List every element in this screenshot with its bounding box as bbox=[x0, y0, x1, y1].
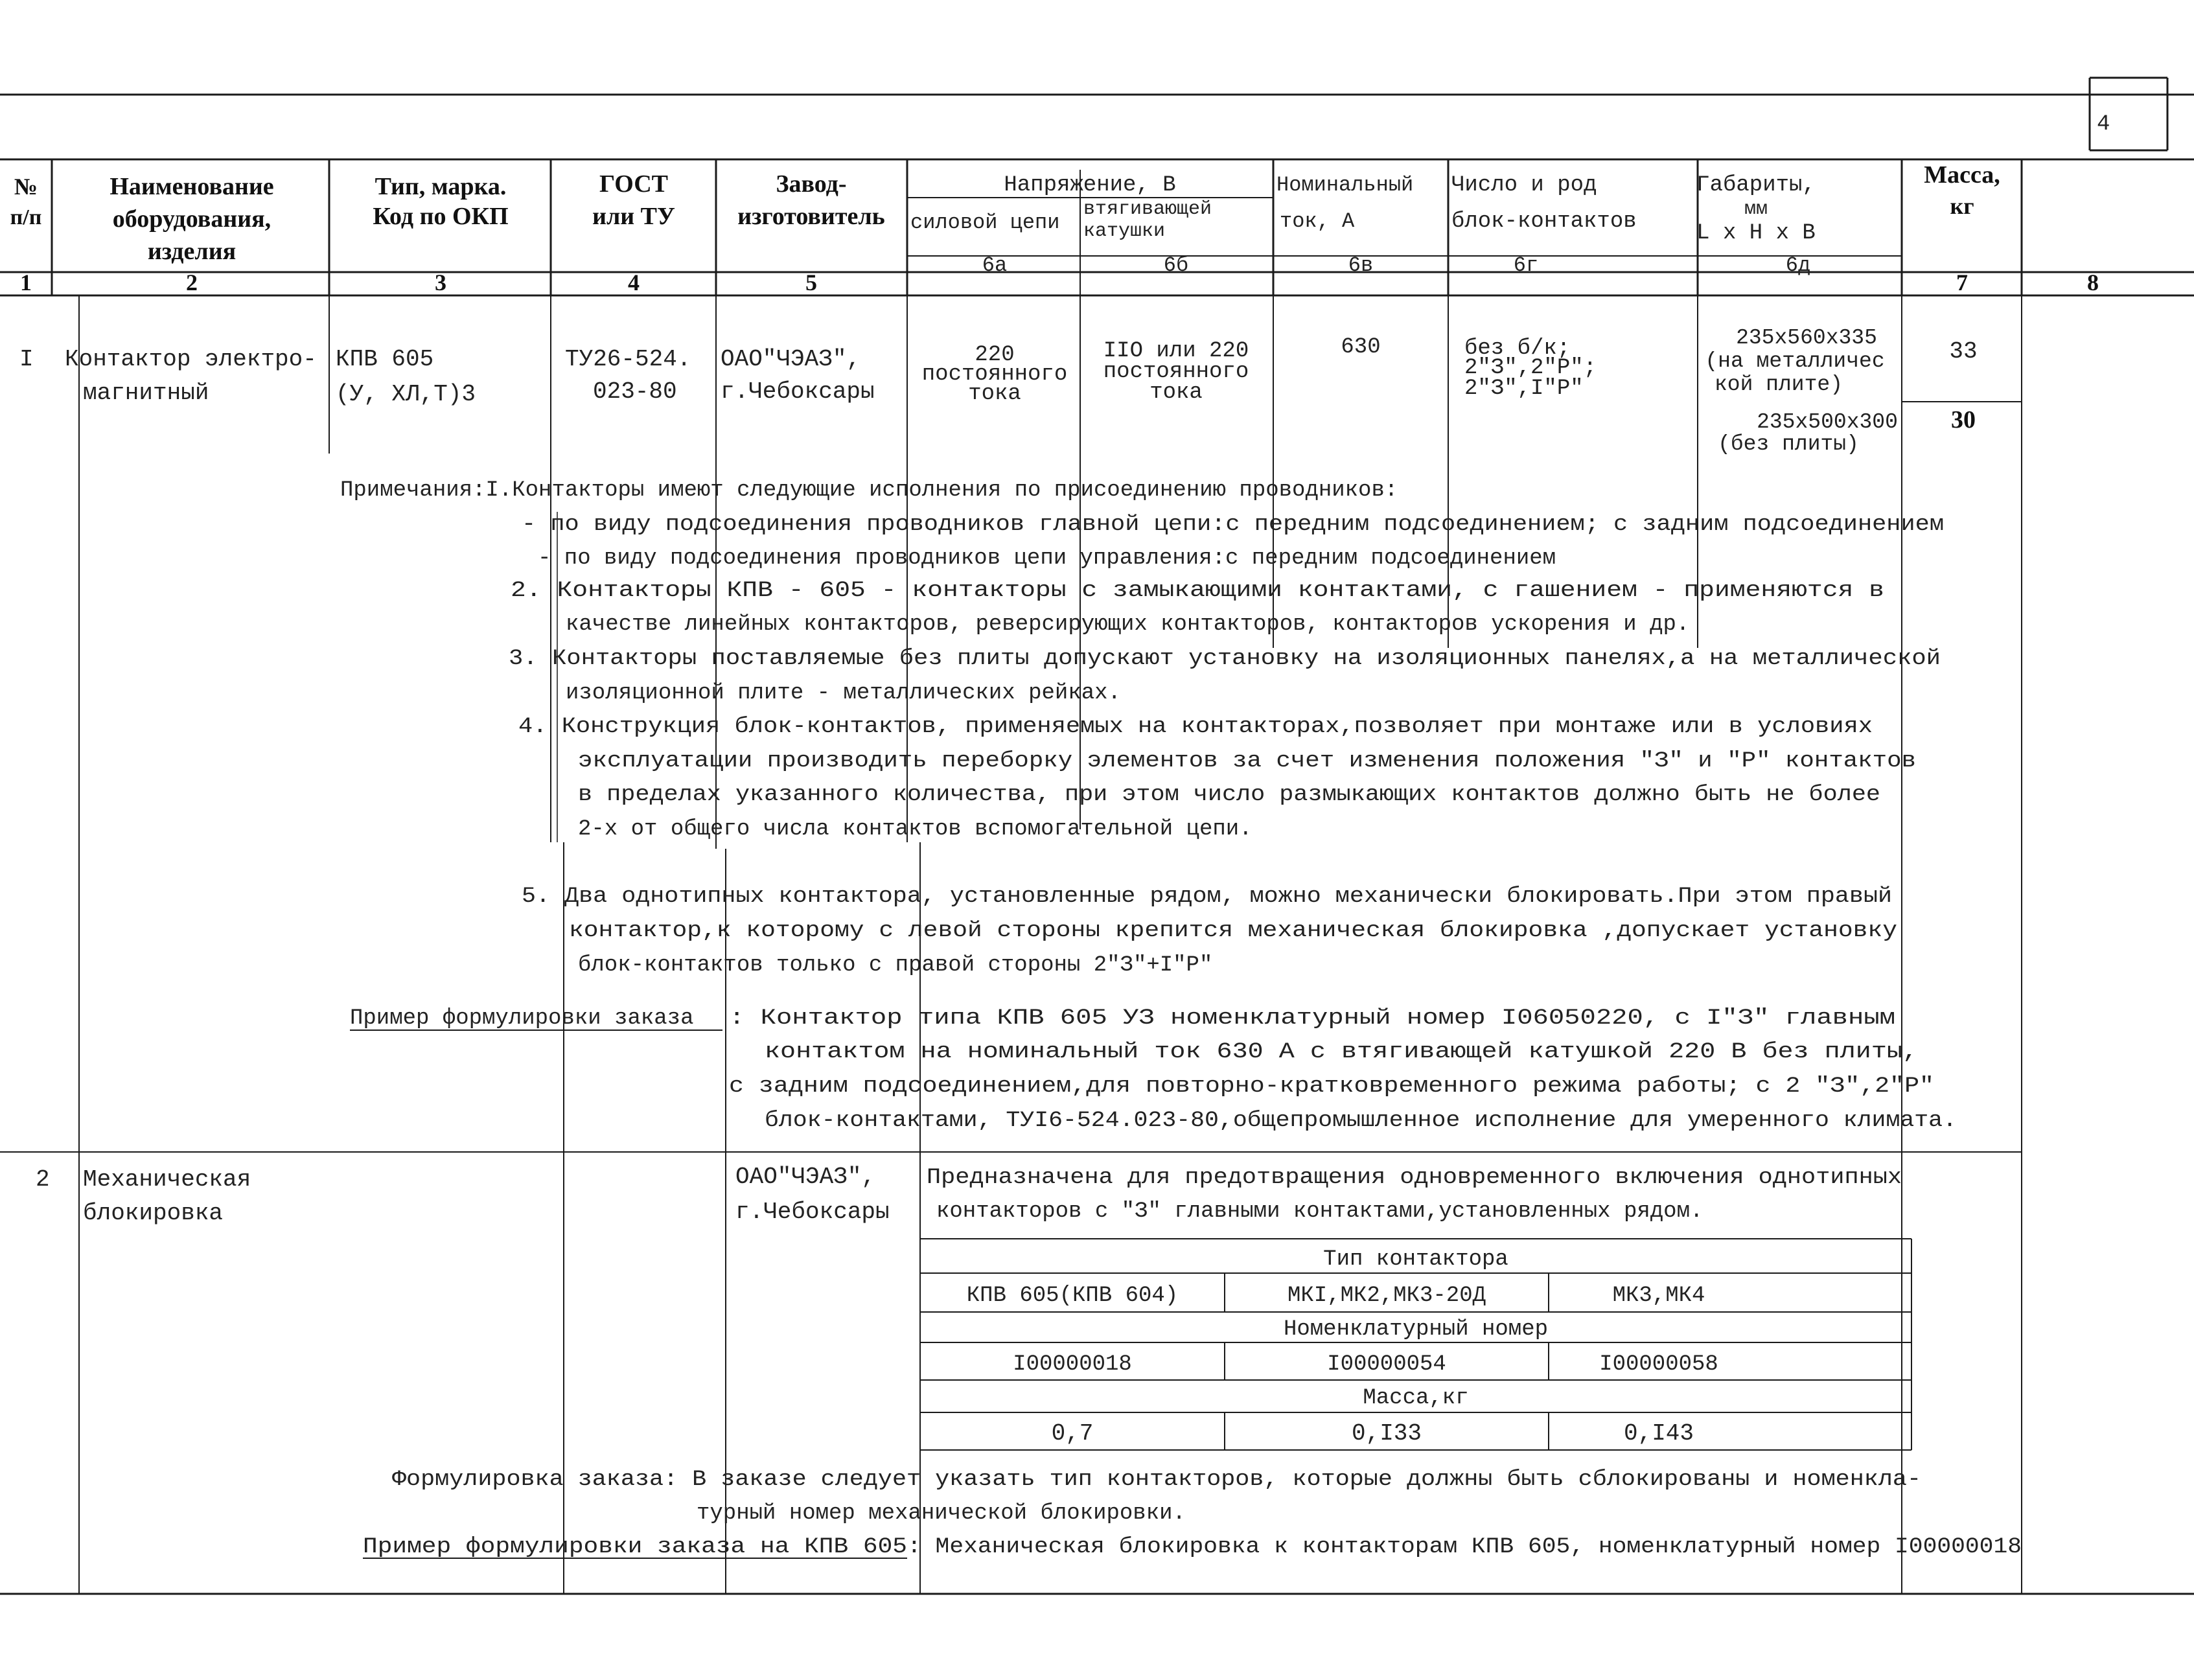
col-num-1: 1 bbox=[20, 270, 32, 295]
header-voltage-coil-line-2: катушки bbox=[1083, 220, 1166, 242]
row1-name-line-2: магнитный bbox=[83, 380, 209, 406]
header-voltage-power: силовой цепи bbox=[910, 211, 1060, 235]
row1-type-line-2: (У, ХЛ,Т)3 bbox=[336, 381, 476, 408]
col-num-8: 8 bbox=[2087, 270, 2099, 295]
note-line: 2-х от общего числа контактов вспомогательной цепи. bbox=[578, 817, 1253, 842]
note-line: - по виду подсоединения проводников главной цепи:с передним подсоединением; с задним подсоединением bbox=[522, 512, 1944, 537]
header-dims-line-1: Габариты, bbox=[1696, 173, 1816, 198]
row1-maker-line-1: ОАО"ЧЭАЗ", bbox=[721, 346, 861, 373]
row2-name-line-2: блокировка bbox=[83, 1200, 224, 1226]
row2-num: 2 bbox=[36, 1166, 50, 1193]
order-example-1 bbox=[350, 1006, 1957, 1133]
col-num-6a: 6а bbox=[982, 253, 1008, 277]
note-line: блок-контактов только с правой стороны 2"З"+I"Р" bbox=[578, 953, 1213, 978]
subtable-type-cell: МК3,МК4 bbox=[1612, 1283, 1705, 1308]
row1-num: I bbox=[19, 346, 34, 373]
note-line: качестве линейных контакторов, реверсирующих контакторов, контакторов ускорения и др. bbox=[566, 612, 1690, 637]
note-line: в пределах указанного количества, при этом число размыкающих контактов должно быть не более bbox=[578, 783, 1880, 807]
subtable-mass-cell: 0,7 bbox=[1051, 1420, 1094, 1447]
subtable-mass-cell: 0,I33 bbox=[1351, 1420, 1422, 1447]
header-voltage-coil-line-1: втягивающей bbox=[1083, 198, 1212, 220]
subtable-nom-cell: I00000058 bbox=[1599, 1352, 1718, 1377]
note-line: 4. Конструкция блок-контактов, применяемых на контакторах,позволяет при монтаже или в условиях bbox=[518, 715, 1873, 739]
row1-dims1-line-2: (на металличес bbox=[1705, 349, 1885, 373]
page-number: 4 bbox=[2097, 112, 2110, 137]
header-maker-line-1: Завод- bbox=[776, 170, 847, 198]
row1-mass2: 30 bbox=[1951, 406, 1976, 433]
header-current-line-2: ток, А bbox=[1280, 209, 1355, 233]
example2-text: : Механическая блокировка к контакторам КПВ 605, номенклатурный номер I00000018 bbox=[907, 1535, 2022, 1559]
subtable-type-header: Тип контактора bbox=[1323, 1247, 1508, 1272]
row2-purpose-line-1: Предназначена для предотвращения одновременного включения однотипных bbox=[927, 1166, 1902, 1190]
header-voltage-group: Напряжение, В bbox=[1004, 173, 1176, 198]
header-dims-line-3: L x H x B bbox=[1696, 221, 1816, 246]
example1-line: с задним подсоединением,для повторно-кратковременного режима работы; с 2 "З",2"Р" bbox=[729, 1074, 1934, 1099]
row1-dims2-line-1: 235x500x300 bbox=[1757, 410, 1898, 434]
row1-voltage-coil-line-2: постоянного bbox=[1103, 360, 1249, 384]
col-num-6v: 6в bbox=[1348, 253, 1374, 277]
table-header bbox=[10, 161, 2000, 265]
subtable-nom-cell: I00000054 bbox=[1327, 1352, 1446, 1377]
order-text-line-1: Формулировка заказа: В заказе следует указать тип контакторов, которые должны быть сблокированы и номенкла- bbox=[392, 1467, 1921, 1492]
header-mass-line-2: кг bbox=[1950, 193, 1974, 219]
note-line: изоляционной плите - металлических рейках. bbox=[566, 681, 1121, 706]
row1-current: 630 bbox=[1341, 335, 1381, 360]
example1-label: Пример формулировки заказа bbox=[350, 1006, 694, 1031]
note-line: контактор,к которому с левой стороны крепится механическая блокировка ,допускает установку bbox=[569, 919, 1897, 943]
table-row-2 bbox=[36, 1164, 2022, 1559]
col-num-5: 5 bbox=[805, 270, 817, 295]
header-contacts-line-2: блок-контактов bbox=[1451, 209, 1637, 234]
header-num-line-2: п/п bbox=[10, 205, 42, 229]
note-line: эксплуатации производить переборку элементов за счет изменения положения "З" и "Р" контактов bbox=[578, 749, 1916, 774]
row1-dims1-line-3: кой плите) bbox=[1714, 373, 1843, 397]
row1-voltage-power-line-1: 220 bbox=[975, 343, 1015, 367]
row1-voltage-power-line-3: тока bbox=[968, 382, 1021, 406]
row1-maker-line-2: г.Чебоксары bbox=[721, 378, 875, 405]
col-num-6g: 6г bbox=[1513, 253, 1539, 277]
example1-line: : Контактор типа КПВ 605 УЗ номенклатурный номер I06050220, с I"З" главным bbox=[729, 1006, 1895, 1031]
header-type-line-1: Тип, марка. bbox=[375, 173, 507, 200]
note-line: 3. Контакторы поставляемые без плиты допускают установку на изоляционных панелях,а на металлической bbox=[509, 647, 1941, 671]
subtable-mass-cell: 0,I43 bbox=[1623, 1420, 1694, 1447]
row1-dims1-line-1: 235x560x335 bbox=[1736, 326, 1877, 350]
row1-name-line-1: Контактор электро- bbox=[65, 346, 317, 373]
col-num-3: 3 bbox=[435, 270, 446, 295]
row2-maker-line-1: ОАО"ЧЭАЗ", bbox=[735, 1164, 876, 1190]
row1-contacts-line-1: без б/к; bbox=[1464, 336, 1571, 361]
note-line: 2. Контакторы КПВ - 605 - контакторы с замыкающими контактами, с гашением - применяются в bbox=[511, 579, 1884, 603]
row1-contacts-line-2: 2"З",2"Р"; bbox=[1464, 356, 1597, 380]
example2-label: Пример формулировки заказа на КПВ 605 bbox=[363, 1535, 907, 1559]
header-contacts-line-1: Число и род bbox=[1451, 173, 1597, 198]
row1-dims2-line-2: (без плиты) bbox=[1718, 432, 1859, 456]
table-row-1 bbox=[19, 326, 1978, 456]
header-type-line-2: Код по ОКП bbox=[373, 203, 509, 230]
col-num-6d: 6д bbox=[1785, 253, 1811, 277]
header-gost-line-2: или ТУ bbox=[592, 203, 675, 230]
note-line: Примечания:I.Контакторы имеют следующие исполнения по присоединению проводников: bbox=[340, 478, 1398, 503]
row2-maker-line-2: г.Чебоксары bbox=[735, 1199, 890, 1225]
example1-line: контактом на номинальный ток 630 А с втягивающей катушкой 220 В без плиты, bbox=[765, 1040, 1918, 1064]
order-text-line-2: турный номер механической блокировки. bbox=[697, 1501, 1186, 1526]
header-name-line-2: оборудования, bbox=[112, 205, 271, 233]
subtable-nom-header: Номенклатурный номер bbox=[1283, 1317, 1549, 1342]
row1-gost-line-2: 023-80 bbox=[593, 378, 677, 405]
subtable-mass-header: Масса,кг bbox=[1363, 1386, 1469, 1410]
header-name-line-3: изделия bbox=[147, 238, 237, 265]
row1-voltage-coil-line-1: IIO или 220 bbox=[1103, 339, 1249, 363]
header-current-line-1: Номинальный bbox=[1276, 173, 1414, 197]
col-num-7: 7 bbox=[1956, 270, 1968, 295]
note-line: 5. Два однотипных контактора, установленные рядом, можно механически блокировать.При этом правый bbox=[522, 884, 1892, 909]
row1-voltage-coil-line-3: тока bbox=[1149, 380, 1203, 405]
row1-voltage-power-line-2: постоянного bbox=[921, 362, 1068, 387]
row1-type-line-1: КПВ 605 bbox=[336, 346, 434, 373]
row1-contacts-line-3: 2"З",I"Р" bbox=[1464, 376, 1584, 401]
col-num-6b: 6б bbox=[1163, 253, 1189, 277]
header-maker-line-2: изготовитель bbox=[737, 203, 885, 230]
row2-name-line-1: Механическая bbox=[83, 1166, 251, 1193]
subtable-type-cell: МКI,МК2,МК3-20Д bbox=[1287, 1283, 1486, 1308]
subtable-type-cell: КПВ 605(КПВ 604) bbox=[966, 1283, 1179, 1308]
header-gost-line-1: ГОСТ bbox=[599, 170, 669, 198]
header-mass-line-1: Масса, bbox=[1924, 161, 2000, 189]
col-num-4: 4 bbox=[628, 270, 640, 295]
header-dims-line-2: мм bbox=[1744, 198, 1768, 220]
subtable-nom-cell: I00000018 bbox=[1013, 1352, 1132, 1377]
row1-gost-line-1: ТУ26-524. bbox=[565, 346, 691, 373]
column-numbers bbox=[20, 253, 2099, 295]
row2-purpose-line-2: контакторов с "З" главными контактами,установленных рядом. bbox=[936, 1199, 1703, 1224]
row1-mass1: 33 bbox=[1949, 338, 1978, 365]
col-num-2: 2 bbox=[186, 270, 198, 295]
note-line: - по виду подсоединения проводников цепи управления:с передним подсоединением bbox=[538, 546, 1556, 571]
blocking-subtable bbox=[967, 1247, 1718, 1447]
header-name-line-1: Наименование bbox=[110, 173, 274, 200]
header-num-line-1: № bbox=[14, 174, 38, 200]
example1-line: блок-контактами, ТУI6-524.023-80,общепромышленное исполнение для умеренного климата. bbox=[765, 1109, 1957, 1133]
notes-block bbox=[340, 478, 1944, 978]
